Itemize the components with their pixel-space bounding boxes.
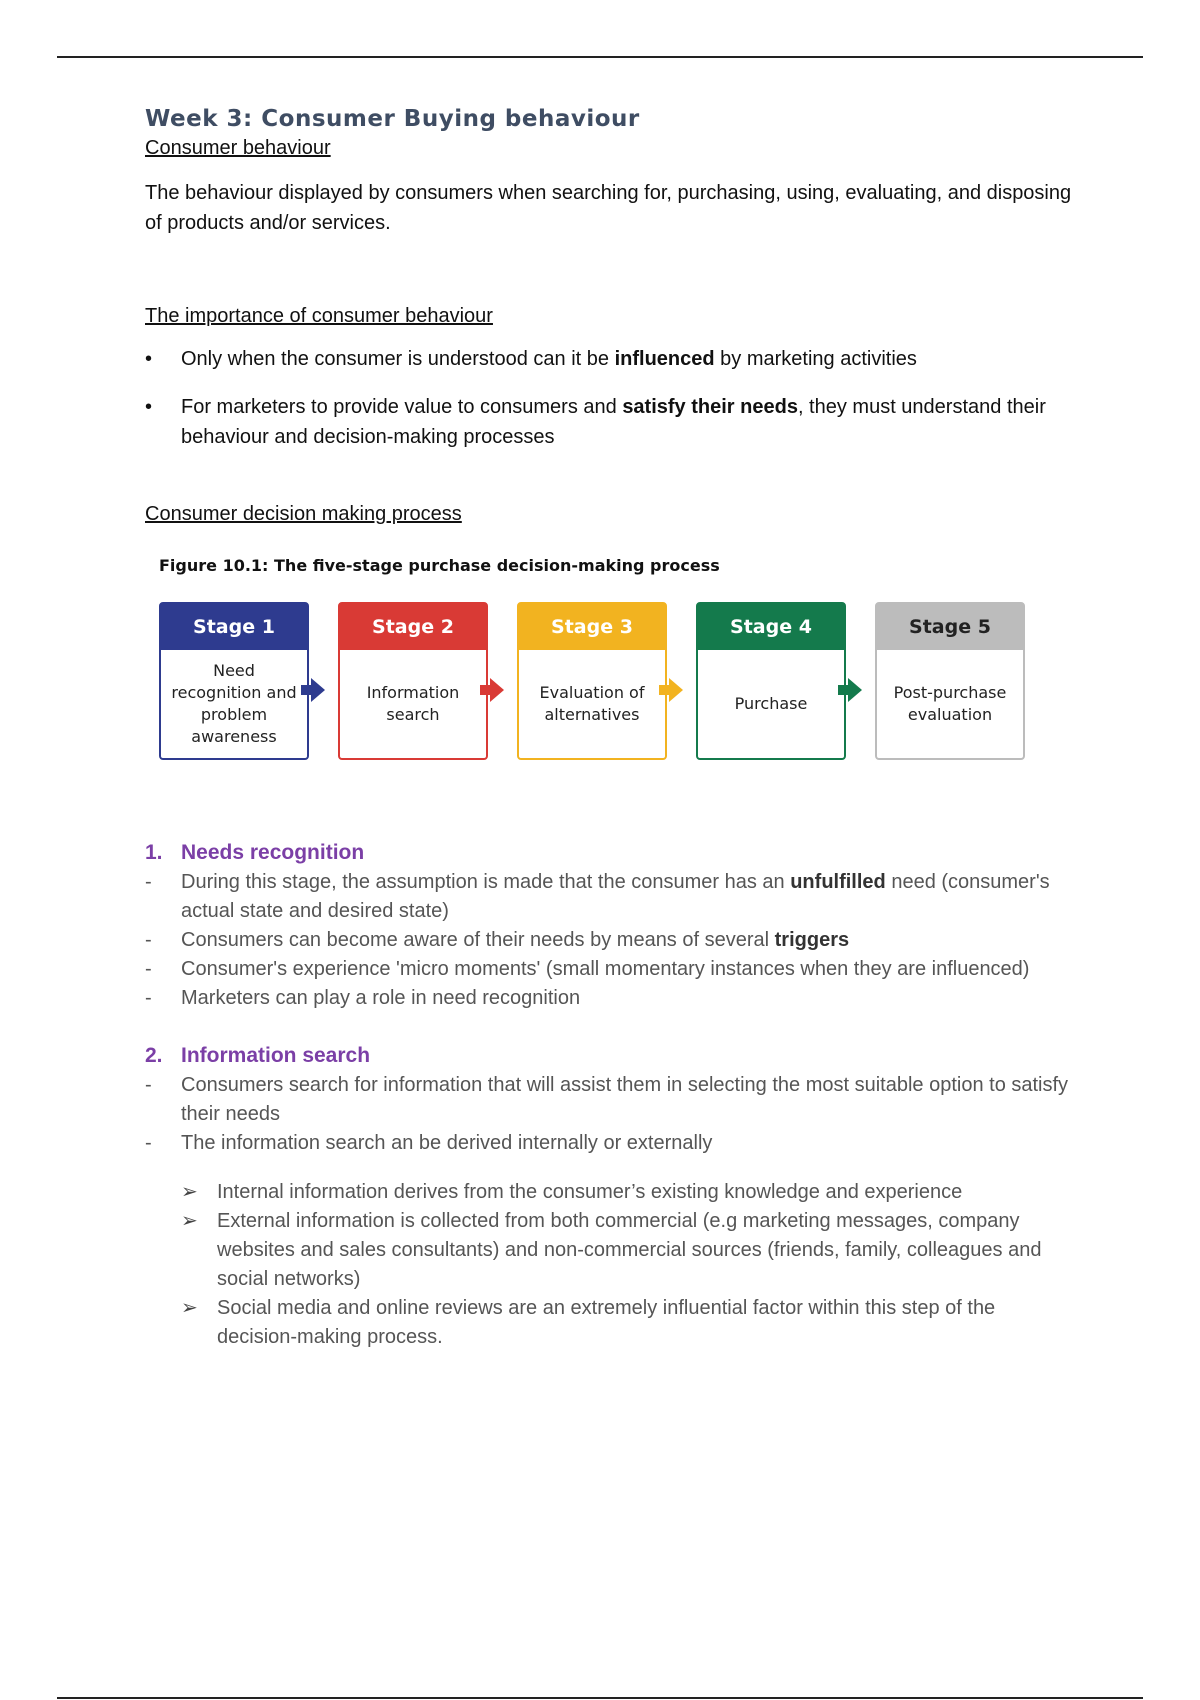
- bottom-rule: [57, 1697, 1143, 1699]
- stage-header: Stage 5: [877, 604, 1023, 650]
- stage-3-box: [517, 602, 667, 760]
- stage-text: Post-purchase evaluation: [893, 683, 1007, 724]
- list-item: - During this stage, the assumption is made that the consumer has an unfulfilled need (consumer's actual state and desired state): [145, 871, 1050, 922]
- list-item: • For marketers to provide value to consumers and satisfy their needs, they must understand their behaviour and decision-making processes: [145, 392, 1075, 452]
- page-content: [145, 104, 1075, 1352]
- section-information-search: [145, 1041, 1075, 1352]
- stage-2-box: [338, 602, 488, 760]
- list-item: ➢ External information is collected from both commercial (e.g marketing messages, company websites and sales consultants) and non-commercial sources (friends, family, colleagues and social networks): [181, 1207, 1075, 1294]
- stage-header: Stage 1: [161, 604, 307, 650]
- process-heading: Consumer decision making process: [145, 503, 462, 525]
- section-heading: 2. Information search: [145, 1044, 371, 1067]
- arrow-right-icon: [311, 678, 325, 702]
- arrowhead-bullet-icon: ➢: [181, 1181, 198, 1203]
- stage-4-box: [696, 602, 846, 760]
- figure-title: Figure 10.1: The five-stage purchase decision-making process: [159, 556, 720, 575]
- needs-list: [145, 868, 1075, 1013]
- importance-heading: The importance of consumer behaviour: [145, 305, 493, 327]
- arrow-right-icon: [669, 678, 683, 702]
- arrowhead-bullet-icon: ➢: [181, 1210, 198, 1232]
- section-needs-recognition: [145, 838, 1075, 1013]
- search-sublist: [181, 1178, 1075, 1352]
- list-item: - Consumer's experience 'micro moments' (small momentary instances when they are influenced): [145, 958, 1030, 980]
- stage-text: Evaluation of alternatives: [539, 683, 645, 724]
- arrow-stem: [480, 685, 490, 695]
- importance-list: [145, 344, 1075, 452]
- stage-text: Need recognition and problem awareness: [171, 661, 297, 746]
- decision-process-figure: [145, 556, 1025, 806]
- arrow-stem: [301, 685, 311, 695]
- subtitle: Consumer behaviour: [145, 137, 331, 159]
- search-list: [145, 1071, 1075, 1158]
- list-item: - Marketers can play a role in need recognition: [145, 987, 581, 1009]
- list-item: - Consumers can become aware of their needs by means of several triggers: [145, 929, 850, 951]
- stage-header: Stage 3: [519, 604, 665, 650]
- definition-paragraph: The behaviour displayed by consumers when searching for, purchasing, using, evaluating, and disposing of products and/or services.: [145, 182, 1072, 234]
- arrow-stem: [838, 685, 848, 695]
- arrow-right-icon: [490, 678, 504, 702]
- stage-text: Purchase: [734, 694, 808, 713]
- bullet-icon: •: [145, 396, 153, 418]
- stage-text: Information search: [366, 683, 460, 724]
- list-item: - The information search an be derived internally or externally: [145, 1132, 713, 1154]
- list-item: • Only when the consumer is understood can it be influenced by marketing activities: [145, 344, 1075, 374]
- arrow-right-icon: [848, 678, 862, 702]
- list-item: ➢ Internal information derives from the consumer’s existing knowledge and experience: [181, 1178, 1075, 1207]
- stage-5-box: [875, 602, 1025, 760]
- list-item: ➢ Social media and online reviews are an extremely influential factor within this step of the decision-making process.: [181, 1294, 1075, 1352]
- stage-header: Stage 2: [340, 604, 486, 650]
- arrowhead-bullet-icon: ➢: [181, 1297, 198, 1319]
- page-title: Week 3: Consumer Buying behaviour: [145, 106, 640, 132]
- section-heading: 1. Needs recognition: [145, 841, 365, 864]
- stage-header: Stage 4: [698, 604, 844, 650]
- arrow-stem: [659, 685, 669, 695]
- bullet-icon: •: [145, 348, 153, 370]
- stage-1-box: [159, 602, 309, 760]
- list-item: - Consumers search for information that will assist them in selecting the most suitable option to satisfy their needs: [145, 1074, 1069, 1125]
- top-rule: [57, 56, 1143, 58]
